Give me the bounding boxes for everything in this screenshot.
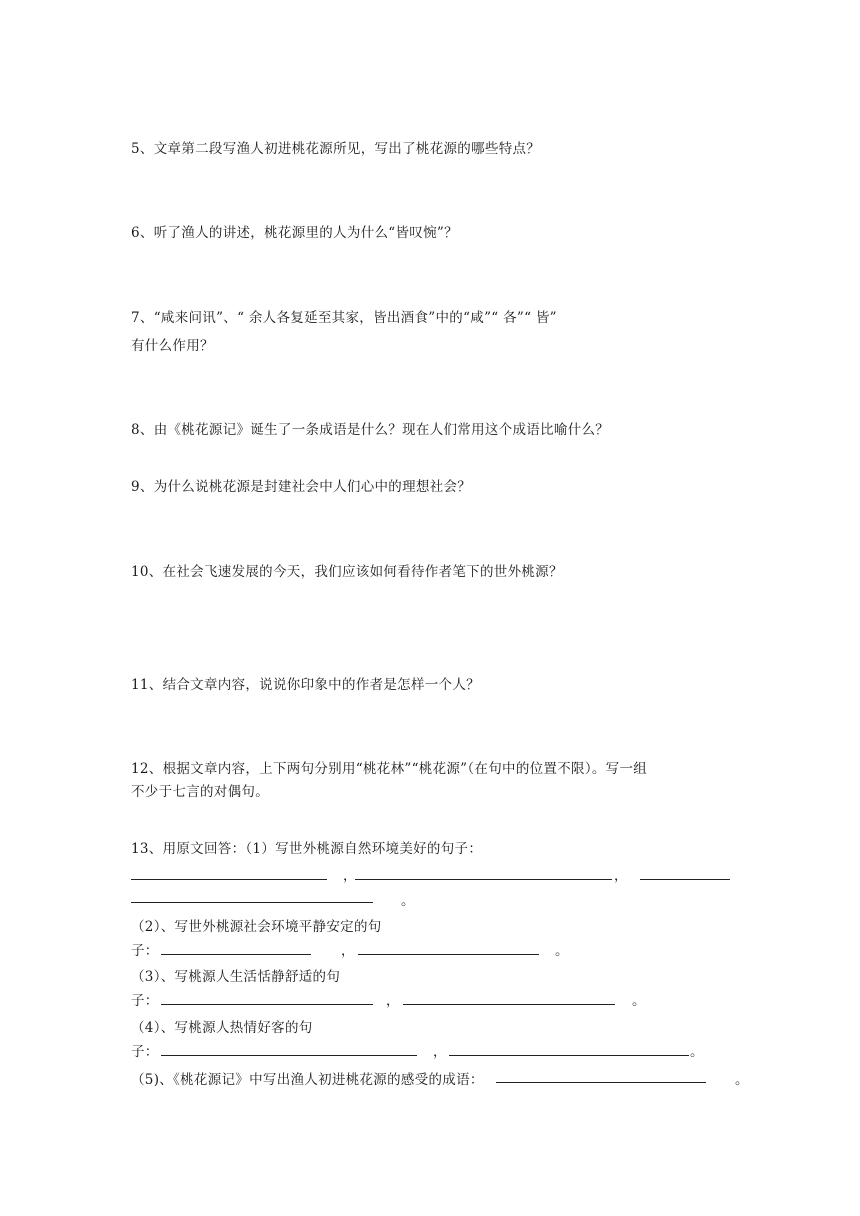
question-8: 8、由《桃花源记》诞生了一条成语是什么？现在人们常用这个成语比喻什么？ [131, 422, 610, 438]
question-13-part-4: （4）、写桃源人热情好客的句 [131, 1020, 313, 1036]
answer-blank-1b[interactable] [355, 879, 612, 880]
question-10: 10、在社会飞速发展的今天，我们应该如何看待作者笔下的世外桃源？ [131, 564, 563, 580]
answer-blank-2b[interactable] [358, 954, 539, 955]
answer-blank-3b[interactable] [403, 1004, 615, 1005]
question-12-line-1: 12、根据文章内容，上下两句分别用“桃花林”“桃花源”（在句中的位置不限）。写一组 [131, 761, 648, 777]
period: 。 [555, 943, 569, 959]
question-13-intro: 13、用原文回答：（1）写世外桃源自然环境美好的句子： [131, 841, 483, 857]
comma: ， [341, 943, 355, 959]
prefix-zi: 子： [131, 1044, 159, 1060]
question-5: 5、文章第二段写渔人初进桃花源所见，写出了桃花源的哪些特点？ [131, 141, 541, 157]
answer-blank-5[interactable] [496, 1082, 706, 1083]
period: 。 [690, 1044, 704, 1060]
comma: ， [386, 993, 400, 1009]
question-11: 11、结合文章内容，说说你印象中的作者是怎样一个人？ [131, 677, 480, 693]
question-13-part-3: （3）、写桃源人生活恬静舒适的句 [131, 969, 341, 985]
question-13-part-2: （2）、写世外桃源社会环境平静安定的句 [131, 919, 382, 935]
prefix-zi: 子： [131, 943, 159, 959]
comma: ， [614, 868, 628, 884]
answer-blank-2a[interactable] [161, 954, 311, 955]
question-7-line-1: 7、“咸来问讯”、“ 余人各复延至其家，皆出酒食”中的“咸”“ 各”“ 皆” [131, 310, 557, 326]
answer-blank-4b[interactable] [449, 1055, 689, 1056]
question-9: 9、为什么说桃花源是封建社会中人们心中的理想社会？ [131, 479, 472, 495]
question-6: 6、听了渔人的讲述，桃花源里的人为什么“皆叹惋”？ [131, 225, 458, 241]
period: 。 [632, 993, 646, 1009]
prefix-zi: 子： [131, 993, 159, 1009]
period: 。 [735, 1072, 749, 1088]
comma: ， [433, 1044, 447, 1060]
question-12-line-2: 不少于七言的对偶句。 [131, 784, 269, 800]
comma: ， [343, 868, 357, 884]
period: 。 [401, 893, 415, 909]
answer-blank-1a[interactable] [131, 879, 327, 880]
question-13-part-5: （5)、《桃花源记》中写出渔人初进桃花源的感受的成语： [131, 1072, 484, 1088]
question-7-line-2: 有什么作用？ [131, 338, 214, 354]
answer-blank-1d[interactable] [131, 902, 373, 903]
answer-blank-4a[interactable] [161, 1055, 417, 1056]
answer-blank-1c[interactable] [640, 879, 730, 880]
answer-blank-3a[interactable] [161, 1004, 373, 1005]
